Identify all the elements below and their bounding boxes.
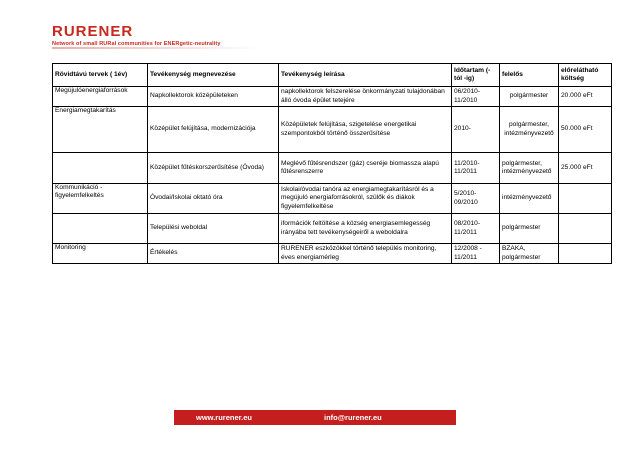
activity-cell: Napkollektorok középületeken bbox=[148, 87, 279, 107]
activity-cell: Települési weboldal bbox=[148, 214, 279, 244]
period-cell: 5/2010-09/2010 bbox=[452, 184, 500, 214]
header-period: Időtartam (-tól -ig) bbox=[452, 64, 500, 87]
cost-cell bbox=[559, 184, 612, 214]
category-cell: Kommunikáció - figyelemfelkeltés bbox=[53, 184, 148, 214]
footer-bar bbox=[174, 410, 456, 425]
period-cell: 06/2010-11/2010 bbox=[452, 87, 500, 107]
logo-title: RURENER bbox=[52, 23, 134, 40]
table-header-row bbox=[53, 64, 612, 87]
header-cost: előrelátható költség bbox=[559, 64, 612, 87]
header-activity: Tevékenység megnevezése bbox=[148, 64, 279, 87]
responsible-cell: polgármester bbox=[500, 87, 559, 107]
cost-cell: 20.000 eFt bbox=[559, 87, 612, 107]
cost-cell bbox=[559, 244, 612, 264]
logo-subtitle: Network of small RURal communities for ENERgetic-neutrality bbox=[52, 41, 221, 47]
footer-email-link[interactable]: info@rurener.eu bbox=[324, 413, 382, 422]
period-cell: 2010- bbox=[452, 107, 500, 153]
period-cell: 11/2010-11/2011 bbox=[452, 153, 500, 184]
table-row bbox=[53, 107, 612, 153]
logo-divider bbox=[52, 47, 260, 49]
period-cell: 08/2010-11/2011 bbox=[452, 214, 500, 244]
description-cell: Középületek felújítása, szigetelése energetikai szempontokból történő összerűsítése bbox=[279, 107, 452, 153]
category-cell: Megújulóenergiaforrások bbox=[53, 87, 148, 107]
description-cell: Meglévő fűtésrendszer (gáz) cseréje biomassza alapú fűtésrenszerre bbox=[279, 153, 452, 184]
cost-cell: 50.000 eFt bbox=[559, 107, 612, 153]
cost-cell: 25.000 eFt bbox=[559, 153, 612, 184]
activity-cell: Értékelés bbox=[148, 244, 279, 264]
table-row bbox=[53, 184, 612, 214]
activity-cell: Óvodai/Iskolai oktató óra bbox=[148, 184, 279, 214]
table-row bbox=[53, 87, 612, 107]
table-row bbox=[53, 214, 612, 244]
responsible-cell: polgármester bbox=[500, 214, 559, 244]
description-cell: RURENER eszközökkel történő település monitoring, éves energiamérleg bbox=[279, 244, 452, 264]
header-responsible: felelős bbox=[500, 64, 559, 87]
rurener-logo bbox=[52, 24, 221, 48]
activity-cell: Középület felújítása, modernizációja bbox=[148, 107, 279, 153]
header-plan: Rövidtávú tervek ( 1év) bbox=[53, 64, 148, 87]
description-cell: iformációk feltöltése a község energiasemlegesség irányába tett tevékenységeiről a weboldalra bbox=[279, 214, 452, 244]
category-cell bbox=[53, 153, 148, 184]
responsible-cell: polgármester, intézményvezető bbox=[500, 153, 559, 184]
description-cell: napkollektorok felszerelése önkormányzati tulajdonában álló óvoda épület tetejére bbox=[279, 87, 452, 107]
activity-cell: Középület fűtéskorszerűsítése (Óvoda) bbox=[148, 153, 279, 184]
responsible-cell: intézményvezető bbox=[500, 184, 559, 214]
responsible-cell: BZAKA, polgármester bbox=[500, 244, 559, 264]
period-cell: 12/2008 - 11/2011 bbox=[452, 244, 500, 264]
category-cell: Energiamegtakarítás bbox=[53, 107, 148, 153]
table-row bbox=[53, 244, 612, 264]
description-cell: Iskolai/óvodai tanóra az energiamegtakarításról és a megújuló energiaforrásokról, szülők és diákok figyelemfelkeltése bbox=[279, 184, 452, 214]
header-description: Tevékenység leírása bbox=[279, 64, 452, 87]
category-cell bbox=[53, 214, 148, 244]
responsible-cell: polgármester, intézményvezető bbox=[500, 107, 559, 153]
action-plan-table bbox=[52, 63, 612, 264]
cost-cell bbox=[559, 214, 612, 244]
footer-website-link[interactable]: www.rurener.eu bbox=[196, 413, 252, 422]
category-cell: Monitoring bbox=[53, 244, 148, 264]
table-row bbox=[53, 153, 612, 184]
